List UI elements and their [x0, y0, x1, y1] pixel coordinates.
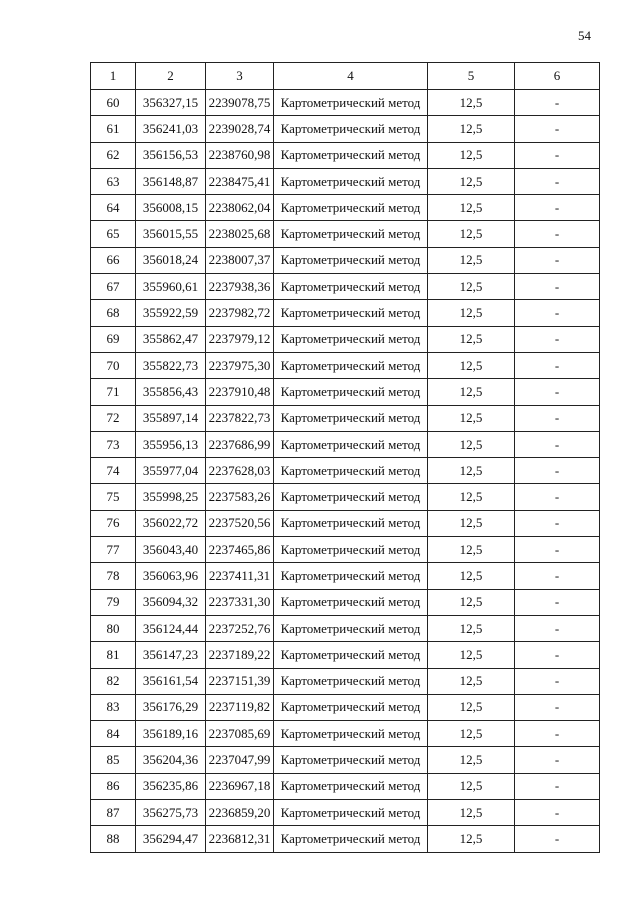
table-row	[91, 168, 600, 194]
table-row	[91, 300, 600, 326]
accuracy-cell: 12,5	[428, 90, 515, 116]
y-coordinate-cell: 2236859,20	[206, 800, 274, 826]
point-number-cell: 63	[91, 168, 136, 194]
accuracy-cell: 12,5	[428, 642, 515, 668]
note-cell: -	[515, 352, 600, 378]
note-cell: -	[515, 379, 600, 405]
y-coordinate-cell: 2236967,18	[206, 773, 274, 799]
x-coordinate-cell: 356176,29	[136, 694, 206, 720]
table-row	[91, 668, 600, 694]
y-coordinate-cell: 2237910,48	[206, 379, 274, 405]
x-coordinate-cell: 355822,73	[136, 352, 206, 378]
x-coordinate-cell: 356147,23	[136, 642, 206, 668]
point-number-cell: 72	[91, 405, 136, 431]
method-cell: Картометрический метод	[274, 537, 428, 563]
y-coordinate-cell: 2237085,69	[206, 721, 274, 747]
method-cell: Картометрический метод	[274, 747, 428, 773]
method-cell: Картометрический метод	[274, 221, 428, 247]
y-coordinate-cell: 2238760,98	[206, 142, 274, 168]
table-row	[91, 589, 600, 615]
method-cell: Картометрический метод	[274, 458, 428, 484]
point-number-cell: 77	[91, 537, 136, 563]
x-coordinate-cell: 356189,16	[136, 721, 206, 747]
accuracy-cell: 12,5	[428, 326, 515, 352]
method-cell: Картометрический метод	[274, 800, 428, 826]
point-number-cell: 62	[91, 142, 136, 168]
table-row	[91, 484, 600, 510]
table-row	[91, 537, 600, 563]
point-number-cell: 65	[91, 221, 136, 247]
point-number-cell: 64	[91, 195, 136, 221]
method-cell: Картометрический метод	[274, 247, 428, 273]
table-row	[91, 90, 600, 116]
note-cell: -	[515, 694, 600, 720]
note-cell: -	[515, 537, 600, 563]
accuracy-cell: 12,5	[428, 168, 515, 194]
y-coordinate-cell: 2237979,12	[206, 326, 274, 352]
x-coordinate-cell: 356204,36	[136, 747, 206, 773]
method-cell: Картометрический метод	[274, 642, 428, 668]
note-cell: -	[515, 800, 600, 826]
table-row	[91, 826, 600, 852]
x-coordinate-cell: 356124,44	[136, 615, 206, 641]
y-coordinate-cell: 2237331,30	[206, 589, 274, 615]
point-number-cell: 68	[91, 300, 136, 326]
x-coordinate-cell: 356275,73	[136, 800, 206, 826]
x-coordinate-cell: 356008,15	[136, 195, 206, 221]
method-cell: Картометрический метод	[274, 773, 428, 799]
x-coordinate-cell: 355956,13	[136, 431, 206, 457]
accuracy-cell: 12,5	[428, 721, 515, 747]
point-number-cell: 88	[91, 826, 136, 852]
table-row	[91, 116, 600, 142]
note-cell: -	[515, 195, 600, 221]
point-number-cell: 74	[91, 458, 136, 484]
table-row	[91, 563, 600, 589]
note-cell: -	[515, 510, 600, 536]
accuracy-cell: 12,5	[428, 379, 515, 405]
table-row	[91, 326, 600, 352]
note-cell: -	[515, 274, 600, 300]
y-coordinate-cell: 2239078,75	[206, 90, 274, 116]
table-row	[91, 221, 600, 247]
method-cell: Картометрический метод	[274, 352, 428, 378]
y-coordinate-cell: 2237822,73	[206, 405, 274, 431]
x-coordinate-cell: 356015,55	[136, 221, 206, 247]
note-cell: -	[515, 247, 600, 273]
accuracy-cell: 12,5	[428, 537, 515, 563]
x-coordinate-cell: 356094,32	[136, 589, 206, 615]
accuracy-cell: 12,5	[428, 615, 515, 641]
x-coordinate-cell: 355998,25	[136, 484, 206, 510]
point-number-cell: 84	[91, 721, 136, 747]
note-cell: -	[515, 563, 600, 589]
note-cell: -	[515, 458, 600, 484]
note-cell: -	[515, 405, 600, 431]
note-cell: -	[515, 589, 600, 615]
point-number-cell: 61	[91, 116, 136, 142]
note-cell: -	[515, 300, 600, 326]
header-row	[91, 63, 600, 90]
x-coordinate-cell: 356063,96	[136, 563, 206, 589]
table-row	[91, 379, 600, 405]
note-cell: -	[515, 90, 600, 116]
accuracy-cell: 12,5	[428, 352, 515, 378]
y-coordinate-cell: 2237465,86	[206, 537, 274, 563]
y-coordinate-cell: 2238025,68	[206, 221, 274, 247]
accuracy-cell: 12,5	[428, 221, 515, 247]
x-coordinate-cell: 356022,72	[136, 510, 206, 536]
point-number-cell: 86	[91, 773, 136, 799]
y-coordinate-cell: 2237628,03	[206, 458, 274, 484]
column-header-4: 4	[274, 63, 428, 90]
note-cell: -	[515, 615, 600, 641]
method-cell: Картометрический метод	[274, 431, 428, 457]
table-row	[91, 195, 600, 221]
point-number-cell: 87	[91, 800, 136, 826]
method-cell: Картометрический метод	[274, 405, 428, 431]
table-row	[91, 773, 600, 799]
table-row	[91, 142, 600, 168]
note-cell: -	[515, 721, 600, 747]
point-number-cell: 75	[91, 484, 136, 510]
note-cell: -	[515, 747, 600, 773]
method-cell: Картометрический метод	[274, 116, 428, 142]
accuracy-cell: 12,5	[428, 484, 515, 510]
column-header-1: 1	[91, 63, 136, 90]
y-coordinate-cell: 2237047,99	[206, 747, 274, 773]
x-coordinate-cell: 355862,47	[136, 326, 206, 352]
point-number-cell: 69	[91, 326, 136, 352]
x-coordinate-cell: 355856,43	[136, 379, 206, 405]
point-number-cell: 85	[91, 747, 136, 773]
accuracy-cell: 12,5	[428, 116, 515, 142]
method-cell: Картометрический метод	[274, 563, 428, 589]
table-row	[91, 458, 600, 484]
note-cell: -	[515, 484, 600, 510]
y-coordinate-cell: 2237583,26	[206, 484, 274, 510]
point-number-cell: 81	[91, 642, 136, 668]
method-cell: Картометрический метод	[274, 694, 428, 720]
accuracy-cell: 12,5	[428, 300, 515, 326]
method-cell: Картометрический метод	[274, 274, 428, 300]
y-coordinate-cell: 2237151,39	[206, 668, 274, 694]
accuracy-cell: 12,5	[428, 800, 515, 826]
method-cell: Картометрический метод	[274, 484, 428, 510]
table-row	[91, 642, 600, 668]
table-row	[91, 800, 600, 826]
y-coordinate-cell: 2237975,30	[206, 352, 274, 378]
y-coordinate-cell: 2237686,99	[206, 431, 274, 457]
table-row	[91, 431, 600, 457]
y-coordinate-cell: 2238062,04	[206, 195, 274, 221]
table-row	[91, 694, 600, 720]
point-number-cell: 73	[91, 431, 136, 457]
method-cell: Картометрический метод	[274, 510, 428, 536]
point-number-cell: 70	[91, 352, 136, 378]
coordinates-table	[90, 62, 600, 853]
method-cell: Картометрический метод	[274, 615, 428, 641]
method-cell: Картометрический метод	[274, 589, 428, 615]
point-number-cell: 71	[91, 379, 136, 405]
y-coordinate-cell: 2237938,36	[206, 274, 274, 300]
x-coordinate-cell: 356235,86	[136, 773, 206, 799]
note-cell: -	[515, 668, 600, 694]
note-cell: -	[515, 142, 600, 168]
y-coordinate-cell: 2238475,41	[206, 168, 274, 194]
method-cell: Картометрический метод	[274, 142, 428, 168]
method-cell: Картометрический метод	[274, 379, 428, 405]
accuracy-cell: 12,5	[428, 826, 515, 852]
table-header	[91, 63, 600, 90]
x-coordinate-cell: 356161,54	[136, 668, 206, 694]
y-coordinate-cell: 2237252,76	[206, 615, 274, 641]
method-cell: Картометрический метод	[274, 721, 428, 747]
table-body	[91, 90, 600, 853]
point-number-cell: 83	[91, 694, 136, 720]
column-header-5: 5	[428, 63, 515, 90]
point-number-cell: 80	[91, 615, 136, 641]
method-cell: Картометрический метод	[274, 326, 428, 352]
accuracy-cell: 12,5	[428, 458, 515, 484]
accuracy-cell: 12,5	[428, 747, 515, 773]
note-cell: -	[515, 773, 600, 799]
method-cell: Картометрический метод	[274, 826, 428, 852]
accuracy-cell: 12,5	[428, 195, 515, 221]
note-cell: -	[515, 326, 600, 352]
method-cell: Картометрический метод	[274, 668, 428, 694]
note-cell: -	[515, 168, 600, 194]
x-coordinate-cell: 355960,61	[136, 274, 206, 300]
column-header-2: 2	[136, 63, 206, 90]
accuracy-cell: 12,5	[428, 274, 515, 300]
point-number-cell: 79	[91, 589, 136, 615]
y-coordinate-cell: 2237189,22	[206, 642, 274, 668]
accuracy-cell: 12,5	[428, 510, 515, 536]
x-coordinate-cell: 356018,24	[136, 247, 206, 273]
note-cell: -	[515, 221, 600, 247]
y-coordinate-cell: 2236812,31	[206, 826, 274, 852]
accuracy-cell: 12,5	[428, 142, 515, 168]
x-coordinate-cell: 356241,03	[136, 116, 206, 142]
point-number-cell: 67	[91, 274, 136, 300]
x-coordinate-cell: 356148,87	[136, 168, 206, 194]
x-coordinate-cell: 356327,15	[136, 90, 206, 116]
point-number-cell: 82	[91, 668, 136, 694]
note-cell: -	[515, 116, 600, 142]
note-cell: -	[515, 431, 600, 457]
note-cell: -	[515, 826, 600, 852]
accuracy-cell: 12,5	[428, 773, 515, 799]
table-row	[91, 615, 600, 641]
y-coordinate-cell: 2237982,72	[206, 300, 274, 326]
table-row	[91, 274, 600, 300]
method-cell: Картометрический метод	[274, 300, 428, 326]
accuracy-cell: 12,5	[428, 247, 515, 273]
y-coordinate-cell: 2237411,31	[206, 563, 274, 589]
x-coordinate-cell: 356156,53	[136, 142, 206, 168]
method-cell: Картометрический метод	[274, 90, 428, 116]
accuracy-cell: 12,5	[428, 668, 515, 694]
table-row	[91, 405, 600, 431]
y-coordinate-cell: 2237119,82	[206, 694, 274, 720]
table-row	[91, 352, 600, 378]
point-number-cell: 78	[91, 563, 136, 589]
accuracy-cell: 12,5	[428, 694, 515, 720]
point-number-cell: 76	[91, 510, 136, 536]
column-header-6: 6	[515, 63, 600, 90]
method-cell: Картометрический метод	[274, 195, 428, 221]
accuracy-cell: 12,5	[428, 405, 515, 431]
x-coordinate-cell: 355977,04	[136, 458, 206, 484]
accuracy-cell: 12,5	[428, 589, 515, 615]
method-cell: Картометрический метод	[274, 168, 428, 194]
x-coordinate-cell: 356043,40	[136, 537, 206, 563]
y-coordinate-cell: 2239028,74	[206, 116, 274, 142]
point-number-cell: 66	[91, 247, 136, 273]
table-row	[91, 247, 600, 273]
page-number: 54	[578, 28, 591, 43]
accuracy-cell: 12,5	[428, 563, 515, 589]
y-coordinate-cell: 2237520,56	[206, 510, 274, 536]
point-number-cell: 60	[91, 90, 136, 116]
accuracy-cell: 12,5	[428, 431, 515, 457]
x-coordinate-cell: 356294,47	[136, 826, 206, 852]
x-coordinate-cell: 355922,59	[136, 300, 206, 326]
table-row	[91, 721, 600, 747]
x-coordinate-cell: 355897,14	[136, 405, 206, 431]
table-row	[91, 747, 600, 773]
table-row	[91, 510, 600, 536]
y-coordinate-cell: 2238007,37	[206, 247, 274, 273]
column-header-3: 3	[206, 63, 274, 90]
note-cell: -	[515, 642, 600, 668]
